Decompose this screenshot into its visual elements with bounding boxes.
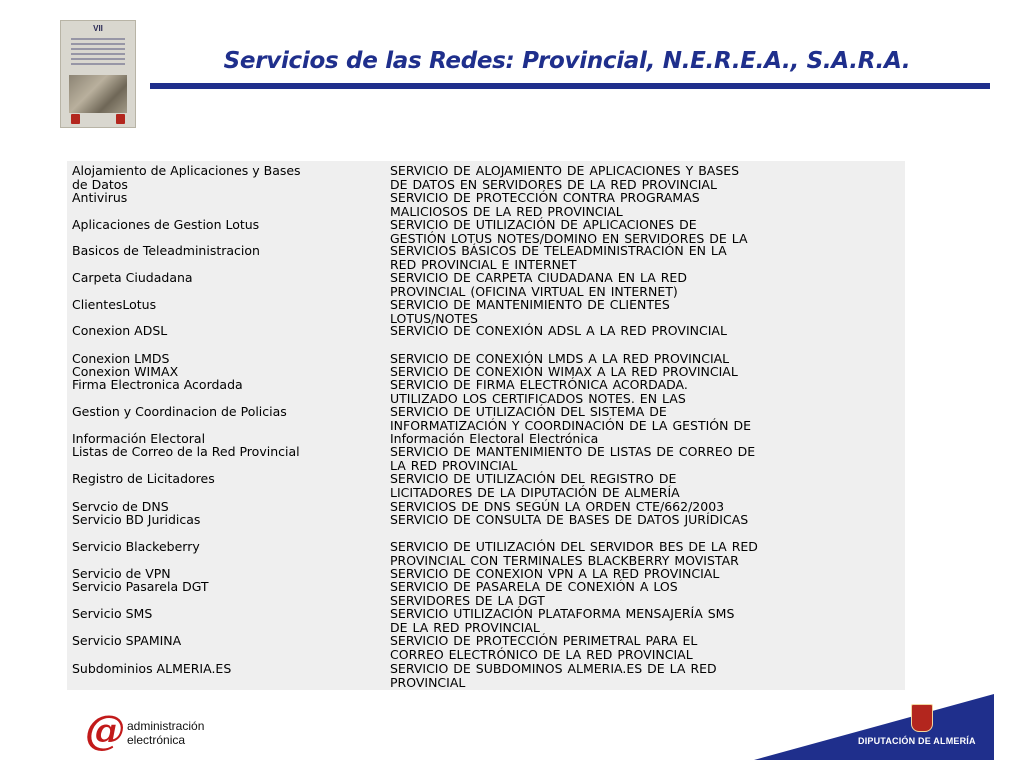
service-description-line: LICITADORES DE LA DIPUTACIÓN DE ALMERÍA <box>390 484 680 500</box>
service-name <box>72 472 387 486</box>
service-name <box>72 164 387 191</box>
service-name-line: Servicio de VPN <box>72 566 171 581</box>
service-description-line: LOTUS/NOTES <box>390 310 478 326</box>
service-description-line: DE LA RED PROVINCIAL <box>390 619 540 635</box>
service-description <box>390 634 902 661</box>
service-name-line: Conexion LMDS <box>72 351 170 366</box>
at-sign-icon: @ <box>85 707 125 754</box>
service-description-line: SERVICIO DE SUBDOMINOS ALMERIA.ES DE LA RED <box>390 661 717 676</box>
service-description-line: SERVICIO DE PROTECCIÓN CONTRA PROGRAMAS <box>390 190 700 205</box>
service-description <box>390 662 902 689</box>
diputacion-label: DIPUTACIÓN DE ALMERÍA <box>858 736 976 746</box>
service-name-line: Subdominios ALMERIA.ES <box>72 661 232 676</box>
cover-seals <box>71 114 125 124</box>
service-name-line: Carpeta Ciudadana <box>72 270 193 285</box>
service-name-line: Servicio SPAMINA <box>72 633 182 648</box>
service-description-line: SERVICIO DE CONEXION VPN A LA RED PROVINCIAL <box>390 566 720 581</box>
service-description-line: SERVICIO DE FIRMA ELECTRÓNICA ACORDADA. <box>390 377 688 392</box>
service-description <box>390 472 902 499</box>
service-name <box>72 244 387 258</box>
service-description-line: SERVICIOS DE DNS SEGÚN LA ORDEN CTE/662/2003 <box>390 499 725 514</box>
administracion-electronica-logo <box>85 707 225 755</box>
service-description-line: SERVICIOS BÁSICOS DE TELEADMINISTRACIÓN EN LA <box>390 243 727 258</box>
blue-band-shape <box>754 694 994 760</box>
service-description-line: UTILIZADO LOS CERTIFICADOS NOTES. EN LAS <box>390 390 686 406</box>
service-description-line: GESTIÓN LOTUS NOTES/DOMINO EN SERVIDORES DE LA <box>390 230 748 246</box>
service-description-line: SERVICIO DE PASARELA DE CONEXIÓN A LOS <box>390 579 678 594</box>
service-description-line: SERVICIO DE UTILIZACIÓN DE APLICACIONES DE <box>390 217 697 232</box>
service-name-line: Información Electoral <box>72 431 206 446</box>
service-description-line: SERVICIO DE MANTENIMIENTO DE CLIENTES <box>390 297 670 312</box>
seal-icon <box>71 114 80 124</box>
service-description <box>390 405 902 432</box>
service-name <box>72 662 387 676</box>
service-description <box>390 378 902 405</box>
service-description <box>390 164 902 191</box>
service-name <box>72 513 387 527</box>
service-description-line: SERVICIO DE CARPETA CIUDADANA EN LA RED <box>390 270 687 285</box>
service-description <box>390 607 902 634</box>
report-cover-thumbnail <box>60 20 136 128</box>
service-description-line: PROVINCIAL CON TERMINALES BLACKBERRY MOVISTAR <box>390 552 739 568</box>
service-description-line: SERVICIO DE CONEXIÓN WIMAX A LA RED PROVINCIAL <box>390 364 738 379</box>
service-name <box>72 607 387 621</box>
seal-icon <box>116 114 125 124</box>
service-description-line: PROVINCIAL <box>390 674 466 690</box>
service-description-line: PROVINCIAL (OFICINA VIRTUAL EN INTERNET) <box>390 283 678 299</box>
service-description-line: SERVICIO DE MANTENIMIENTO DE LISTAS DE CORREO DE <box>390 444 756 459</box>
service-name-line: Conexion ADSL <box>72 323 168 338</box>
service-name-line: Servicio SMS <box>72 606 153 621</box>
service-description-line: INFORMATIZACIÓN Y COORDINACIÓN DE LA GESTIÓN DE <box>390 417 751 433</box>
service-name-line: Servicio BD Juridicas <box>72 512 201 527</box>
service-description-line: SERVICIO DE UTILIZACIÓN DEL REGISTRO DE <box>390 471 677 486</box>
title-underline <box>150 83 990 89</box>
service-description <box>390 244 902 271</box>
service-name-line: Listas de Correo de la Red Provincial <box>72 444 300 459</box>
service-name-line: de Datos <box>72 176 128 192</box>
service-name-line: Aplicaciones de Gestion Lotus <box>72 217 260 232</box>
service-description <box>390 580 902 607</box>
service-description <box>390 271 902 298</box>
service-name-line: Antivirus <box>72 190 128 205</box>
service-name <box>72 634 387 648</box>
service-description-line: MALICIOSOS DE LA RED PROVINCIAL <box>390 203 623 219</box>
service-description <box>390 191 902 218</box>
diputacion-almeria-logo <box>754 694 994 760</box>
service-description-line: LA RED PROVINCIAL <box>390 457 518 473</box>
cover-street-photo <box>69 75 127 113</box>
service-description-line: DE DATOS EN SERVIDORES DE LA RED PROVINCIAL <box>390 176 717 192</box>
service-description-line: SERVICIO DE CONEXIÓN LMDS A LA RED PROVINCIAL <box>390 351 730 366</box>
service-name-line: Servicio Blackeberry <box>72 539 200 554</box>
service-name-line: Alojamiento de Aplicaciones y Bases <box>72 163 301 178</box>
service-description <box>390 324 902 338</box>
service-description <box>390 540 902 567</box>
service-name-line: Servcio de DNS <box>72 499 169 514</box>
service-description <box>390 298 902 325</box>
service-name-line: Registro de Licitadores <box>72 471 215 486</box>
service-description-line: CORREO ELECTRÓNICO DE LA RED PROVINCIAL <box>390 646 693 662</box>
service-description <box>390 513 902 527</box>
service-description-line: SERVICIO DE CONEXIÓN ADSL A LA RED PROVINCIAL <box>390 323 727 338</box>
service-name <box>72 324 387 338</box>
cover-roman-numeral: VII <box>93 24 103 33</box>
service-description-line: RED PROVINCIAL E INTERNET <box>390 256 577 272</box>
service-name <box>72 580 387 594</box>
service-name-line: Servicio Pasarela DGT <box>72 579 209 594</box>
service-name <box>72 378 387 392</box>
service-description-line: SERVICIO DE UTILIZACIÓN DEL SISTEMA DE <box>390 404 667 419</box>
service-name <box>72 445 387 459</box>
service-name <box>72 405 387 419</box>
service-description-line: SERVIDORES DE LA DGT <box>390 592 545 608</box>
service-description-line: SERVICIO DE PROTECCIÓN PERIMETRAL PARA EL <box>390 633 698 648</box>
services-table <box>67 161 905 690</box>
service-name-line: Firma Electronica Acordada <box>72 377 243 392</box>
service-name <box>72 191 387 205</box>
service-description <box>390 445 902 472</box>
service-description-line: SERVICIO DE CONSULTA DE BASES DE DATOS JURÍDICAS <box>390 512 749 527</box>
coat-of-arms-icon <box>911 704 933 732</box>
cover-text-lines <box>71 35 125 68</box>
service-name-line: ClientesLotus <box>72 297 157 312</box>
service-description-line: SERVICIO DE UTILIZACIÓN DEL SERVIDOR BES DE LA RED <box>390 539 758 554</box>
service-name-line: Basicos de Teleadministracion <box>72 243 260 258</box>
service-name-line: Conexion WIMAX <box>72 364 179 379</box>
service-description-line: SERVICIO DE ALOJAMIENTO DE APLICACIONES Y BASES <box>390 163 740 178</box>
service-name <box>72 218 387 232</box>
slide-title: Servicios de las Redes: Provincial, N.E.R.E.A., S.A.R.A. <box>223 48 911 74</box>
service-name-line: Gestion y Coordinacion de Policias <box>72 404 287 419</box>
logo-line-2: electrónica <box>127 733 186 747</box>
service-name <box>72 540 387 554</box>
service-description <box>390 218 902 245</box>
service-name <box>72 271 387 285</box>
logo-line-1: administración <box>127 719 205 733</box>
service-description-line: Información Electoral Electrónica <box>390 431 599 446</box>
service-description-line: SERVICIO UTILIZACIÓN PLATAFORMA MENSAJERÍA SMS <box>390 606 735 621</box>
service-name <box>72 298 387 312</box>
